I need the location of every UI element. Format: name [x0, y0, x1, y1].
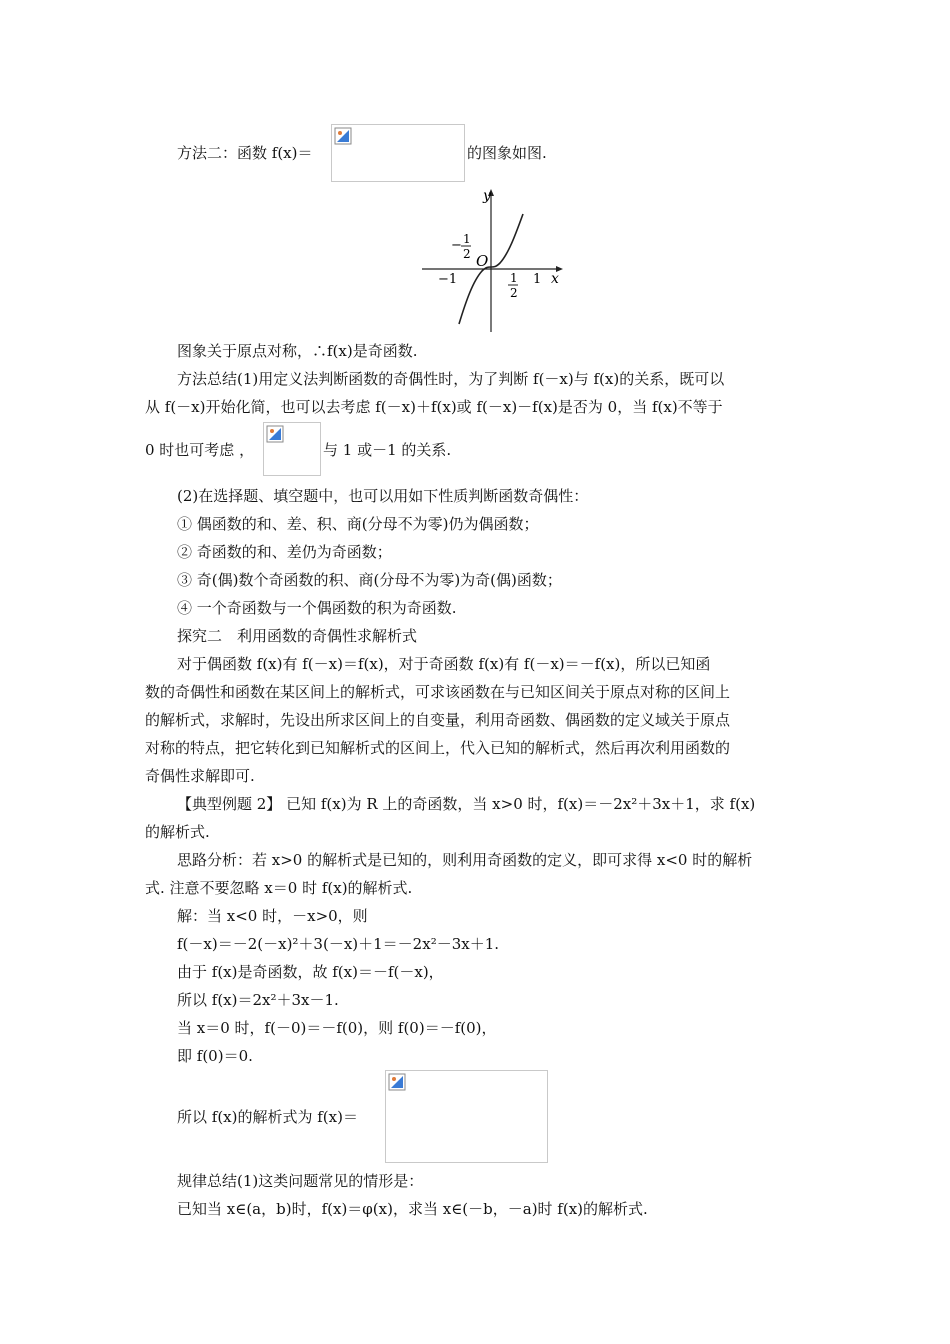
- neg-half-numerator: 1: [463, 232, 471, 246]
- y-axis-label: y: [483, 188, 491, 204]
- solution-conclusion: 所以 f(x)的解析式为 f(x)＝: [177, 1108, 358, 1126]
- analysis-line-2: 式. 注意不要忽略 x＝0 时 f(x)的解析式.: [145, 879, 413, 897]
- half-numerator: 1: [510, 271, 518, 285]
- explanation-line-1: 对于偶函数 f(x)有 f(－x)＝f(x)，对于奇函数 f(x)有 f(－x)＝－f(x)，所以已知函: [177, 655, 711, 673]
- method-two-tail: 的图象如图.: [467, 144, 547, 162]
- neg-half-sign: −: [451, 238, 462, 253]
- broken-image-icon: [334, 127, 352, 145]
- neg-half-denominator: 2: [463, 247, 471, 261]
- x-axis-label: x: [551, 271, 559, 287]
- property-item-3: ③ 奇(偶)数个奇函数的积、商(分母不为零)为奇(偶)函数；: [177, 571, 562, 589]
- method-two-text: 方法二：函数 f(x)＝: [177, 144, 313, 162]
- method-summary-line-1: 方法总结(1)用定义法判断函数的奇偶性时，为了判断 f(－x)与 f(x)的关系，既可以: [177, 370, 725, 388]
- rule-summary-case: 已知当 x∈(a，b)时，f(x)＝φ(x)，求当 x∈(－b，－a)时 f(x)的解析式.: [177, 1200, 648, 1218]
- solution-line-2: f(－x)＝－2(－x)²＋3(－x)＋1＝－2x²－3x＋1.: [177, 935, 500, 953]
- property-item-2: ② 奇函数的和、差仍为奇函数；: [177, 543, 392, 561]
- method-summary-line-3-pre: 0 时也可考虑 ，: [145, 441, 255, 459]
- half-denominator: 2: [510, 286, 518, 300]
- method-summary-line-3: [145, 440, 254, 460]
- example-2-statement-end: 的解析式.: [145, 823, 210, 841]
- neg-one-tick-label: −1: [438, 272, 458, 287]
- explanation-line-4: 对称的特点，把它转化到已知解析式的区间上，代入已知的解析式，然后再次利用函数的: [145, 739, 731, 757]
- piecewise-formula-image-placeholder: [385, 1070, 548, 1163]
- solution-line-5: 当 x＝0 时，f(－0)＝－f(0)，则 f(0)＝－f(0)，: [177, 1019, 497, 1037]
- method-two-intro: [177, 143, 312, 163]
- section-heading-explore-2: 探究二 利用函数的奇偶性求解析式: [177, 627, 418, 645]
- rule-summary: 规律总结(1)这类问题常见的情形是：: [177, 1172, 424, 1190]
- example-2-statement: 【典型例题 2】 已知 f(x)为 R 上的奇函数，当 x>0 时，f(x)＝－2x²＋3x＋1，求 f(x): [177, 795, 756, 813]
- one-tick-label: 1: [533, 272, 542, 287]
- formula-image-placeholder: [331, 124, 465, 182]
- broken-image-icon: [266, 425, 284, 443]
- solution-line-1: 解：当 x<0 时，－x>0，则: [177, 907, 368, 925]
- origin-label: O: [476, 252, 489, 270]
- explanation-line-5: 奇偶性求解即可.: [145, 767, 255, 785]
- explanation-line-2: 数的奇偶性和函数在某区间上的解析式，可求该函数在与已知区间关于原点对称的区间上: [145, 683, 731, 701]
- property-intro: (2)在选择题、填空题中，也可以用如下性质判断函数奇偶性：: [177, 487, 589, 505]
- solution-line-3: 由于 f(x)是奇函数，故 f(x)＝－f(－x)，: [177, 963, 444, 981]
- solution-line-6: 即 f(0)＝0.: [177, 1047, 253, 1065]
- property-item-1: ① 偶函数的和、差、积、商(分母不为零)仍为偶函数；: [177, 515, 539, 533]
- ratio-image-placeholder: [263, 422, 321, 476]
- solution-line-4: 所以 f(x)＝2x²＋3x－1.: [177, 991, 339, 1009]
- explanation-line-3: 的解析式，求解时，先设出所求区间上的自变量，利用奇函数、偶函数的定义域关于原点: [145, 711, 731, 729]
- symmetry-conclusion: 图象关于原点对称，∴f(x)是奇函数.: [177, 342, 418, 360]
- broken-image-icon: [388, 1073, 406, 1091]
- cubic-graph: [418, 186, 568, 336]
- method-summary-line-3-post: 与 1 或－1 的关系.: [323, 441, 452, 459]
- analysis-line-1: 思路分析：若 x>0 的解析式是已知的，则利用奇函数的定义，即可求得 x<0 时的解析: [177, 851, 753, 869]
- property-item-4: ④ 一个奇函数与一个偶函数的积为奇函数.: [177, 599, 457, 617]
- method-summary-line-2: 从 f(－x)开始化简，也可以去考虑 f(－x)＋f(x)或 f(－x)－f(x)是否为 0，当 f(x)不等于: [145, 398, 723, 416]
